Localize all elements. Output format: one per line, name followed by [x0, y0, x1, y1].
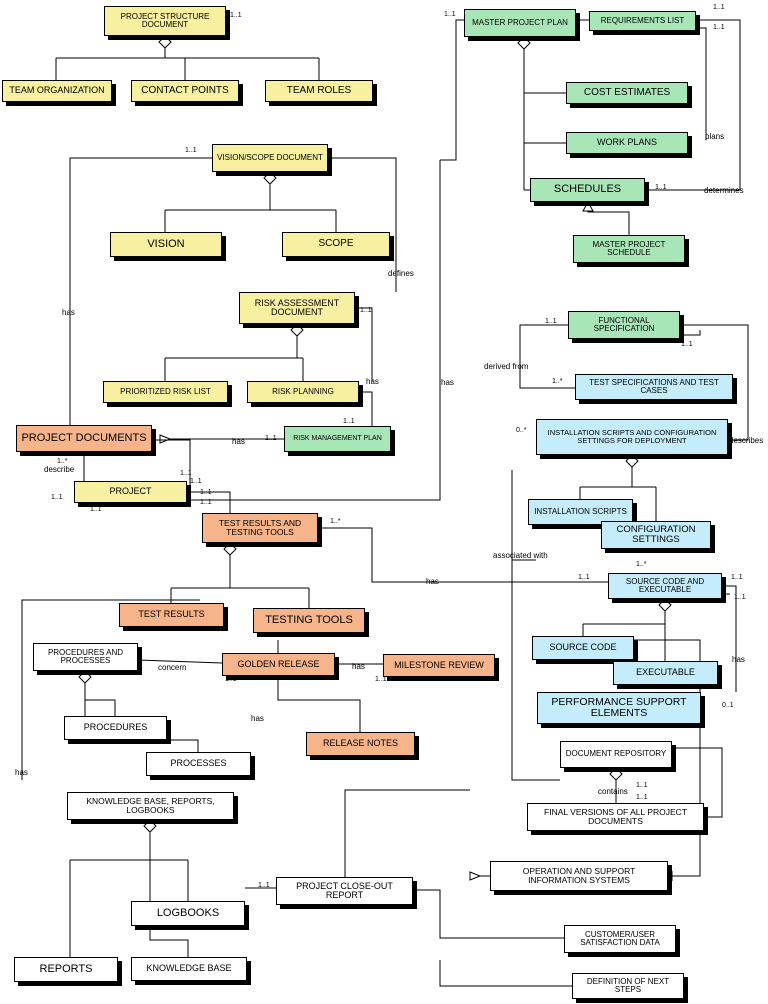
multiplicity-m19: 1..1 — [200, 499, 212, 506]
class-node-test-results-and-testing-tools[interactable] — [202, 513, 318, 543]
multiplicity-m21: 1..* — [330, 518, 341, 525]
class-node-label: KNOWLEDGE BASE, REPORTS, LOGBOOKS — [86, 796, 215, 815]
class-node-label: TEAM ROLES — [286, 84, 352, 96]
class-node-label: CONFIGURATION SETTINGS — [616, 524, 696, 545]
multiplicity-m28: 1..1 — [375, 676, 387, 683]
class-node-cost-estimates[interactable] — [566, 82, 688, 104]
class-node-testing-tools[interactable] — [253, 608, 365, 633]
class-node-test-specifications-and-test-cases[interactable] — [575, 374, 733, 400]
class-node-label: OPERATION AND SUPPORT INFORMATION SYSTEMS — [522, 866, 636, 885]
class-node-label: WORK PLANS — [596, 137, 657, 148]
class-node-label: TEST SPECIFICATIONS AND TEST CASES — [589, 377, 719, 395]
edge-label-plans: plans — [705, 132, 725, 141]
multiplicity-m18: 1..1 — [200, 489, 212, 496]
multiplicity-m22: 1..* — [636, 561, 647, 568]
class-node-label: SOURCE CODE AND EXECUTABLE — [625, 576, 705, 594]
class-node-contact-points[interactable] — [131, 80, 239, 102]
class-node-label: PROCEDURES — [83, 722, 148, 733]
class-node-label: SOURCE CODE — [549, 642, 617, 653]
class-node-knowledge-base-reports-logbooks[interactable] — [67, 792, 234, 820]
multiplicity-m15: 1..1 — [180, 470, 192, 477]
multiplicity-m27: 1..1 — [225, 676, 237, 683]
multiplicity-m6: 1..1 — [655, 184, 667, 191]
class-node-milestone-review[interactable] — [383, 654, 495, 677]
class-node-requirements-list[interactable] — [589, 11, 696, 31]
class-node-project-close-out-report[interactable] — [276, 877, 413, 905]
multiplicity-m31: 1..1 — [258, 882, 270, 889]
class-node-label: INSTALLATION SCRIPTS AND CONFIGURATION SETTINGS FOR DEPLOYMENT — [547, 428, 717, 445]
class-node-label: SCOPE — [318, 238, 354, 250]
multiplicity-m7: 1..1 — [360, 307, 372, 314]
class-node-label: VISION — [147, 237, 185, 250]
class-node-label: RISK MANAGEMENT PLAN — [293, 435, 382, 443]
multiplicity-m23: 1..1 — [578, 574, 590, 581]
class-node-label: RISK ASSESSMENT DOCUMENT — [254, 297, 340, 317]
class-node-logbooks[interactable] — [131, 901, 245, 926]
edge-label-concern: concern — [158, 663, 187, 672]
multiplicity-m20: 1..1 — [90, 506, 102, 513]
class-node-label: CONTACT POINTS — [141, 84, 229, 96]
multiplicity-m13: 1..1 — [265, 435, 277, 442]
class-node-risk-assessment-document[interactable] — [239, 292, 355, 324]
class-node-label: VISION/SCOPE DOCUMENT — [217, 152, 323, 162]
multiplicity-m26: 0..1 — [722, 702, 734, 709]
class-node-label: CUSTOMER/USER SATISFACTION DATA — [580, 929, 660, 947]
edge-label-defines: defines — [388, 269, 414, 278]
edge-label-has-testing: has — [426, 577, 439, 586]
class-node-label: TESTING TOOLS — [265, 613, 353, 626]
multiplicity-m5: 1..1 — [185, 147, 197, 154]
class-node-label: PROJECT DOCUMENTS — [21, 431, 147, 444]
class-node-label: PROJECT — [109, 486, 152, 497]
edge-label-has-source-code: has — [732, 655, 745, 664]
multiplicity-m14: 1..* — [57, 458, 68, 465]
multiplicity-m29: 1..1 — [636, 782, 648, 789]
edge-label-determines: determines — [704, 186, 744, 195]
class-node-reports[interactable] — [14, 957, 118, 982]
class-node-processes[interactable] — [146, 752, 251, 776]
class-node-team-roles[interactable] — [265, 80, 373, 102]
class-node-label: REPORTS — [39, 962, 93, 975]
class-node-label: REQUIREMENTS LIST — [600, 15, 685, 25]
class-node-label: COST ESTIMATES — [583, 86, 671, 98]
class-node-golden-release[interactable] — [222, 653, 335, 676]
edge-label-has-knowledge: has — [15, 768, 28, 777]
class-node-knowledge-base[interactable] — [131, 957, 247, 981]
class-node-project[interactable] — [74, 481, 187, 503]
class-node-customer-user-satisfaction-data[interactable] — [564, 925, 676, 953]
class-node-label: KNOWLEDGE BASE — [146, 963, 232, 974]
multiplicity-m24: 1..1 — [731, 574, 743, 581]
class-node-team-organization[interactable] — [2, 80, 112, 102]
class-node-risk-management-plan[interactable] — [284, 426, 391, 452]
edge-label-has-milestone: has — [352, 662, 365, 671]
class-node-label: PERFORMANCE SUPPORT ELEMENTS — [551, 695, 687, 719]
edge-label-has-vision-scope: has — [62, 308, 75, 317]
class-node-label: RELEASE NOTES — [322, 738, 399, 749]
edge-label-has-risk-mgmt: has — [232, 437, 245, 446]
multiplicity-m10: 1..* — [552, 378, 563, 385]
multiplicity-m2: 1..1 — [444, 11, 456, 18]
class-node-executable[interactable] — [613, 661, 718, 685]
class-node-label: MASTER PROJECT PLAN — [472, 17, 568, 27]
class-node-definition-of-next-steps[interactable] — [572, 973, 684, 999]
edge-label-associated-with: associated with — [493, 551, 548, 560]
edge-label-has-risk-assessment: has — [366, 377, 379, 386]
class-node-label: FINAL VERSIONS OF ALL PROJECT DOCUMENTS — [544, 807, 687, 826]
class-node-label: TEAM ORGANIZATION — [9, 85, 105, 96]
class-node-final-versions-of-all-project-documents[interactable] — [527, 803, 704, 831]
class-node-vision-scope-document[interactable] — [212, 144, 328, 172]
class-node-test-results[interactable] — [119, 603, 224, 627]
class-node-label: DEFINITION OF NEXT STEPS — [586, 976, 670, 994]
class-node-work-plans[interactable] — [566, 132, 688, 154]
class-node-procedures-and-processes[interactable] — [33, 643, 138, 671]
multiplicity-m3: 1..1 — [713, 4, 725, 11]
class-node-label: GOLDEN RELEASE — [237, 658, 320, 669]
class-node-installation-scripts-and-configuration-settings[interactable] — [536, 419, 728, 455]
class-node-prioritized-risk-list[interactable] — [103, 381, 228, 403]
class-node-source-code[interactable] — [532, 636, 634, 660]
class-node-master-project-plan[interactable] — [464, 9, 576, 37]
class-node-label: LOGBOOKS — [156, 906, 220, 919]
class-node-master-project-schedule[interactable] — [573, 235, 685, 263]
class-node-functional-specification[interactable] — [568, 311, 680, 339]
class-node-label: MASTER PROJECT SCHEDULE — [592, 239, 666, 257]
class-node-label: PRIORITIZED RISK LIST — [120, 386, 211, 396]
class-node-scope[interactable] — [282, 232, 390, 257]
edge-label-derived-from: derived from — [484, 362, 529, 371]
class-node-procedures[interactable] — [64, 716, 167, 740]
class-node-label: DOCUMENT REPOSITORY — [565, 749, 667, 759]
class-node-label: PROJECT CLOSE-OUT REPORT — [296, 880, 393, 900]
multiplicity-m30: 1..1 — [636, 794, 648, 801]
multiplicity-m12: 1..1 — [343, 418, 355, 425]
class-node-label: FUNCTIONAL SPECIFICATION — [593, 315, 655, 333]
multiplicity-m8: 1..1 — [545, 318, 557, 325]
class-node-vision[interactable] — [110, 232, 222, 257]
multiplicity-m17: 1..1 — [51, 494, 63, 501]
edge-label-has-mid: has — [441, 378, 454, 387]
multiplicity-m1: 1..1 — [230, 12, 242, 19]
edge-label-describes: describes — [729, 436, 764, 445]
class-node-source-code-and-executable[interactable] — [608, 573, 722, 599]
class-node-risk-planning[interactable] — [247, 381, 359, 403]
class-node-performance-support-elements[interactable] — [537, 692, 701, 724]
class-node-configuration-settings[interactable] — [601, 521, 711, 549]
class-node-operation-and-support-information-systems[interactable] — [490, 861, 668, 891]
class-node-label: PROCEDURES AND PROCESSES — [47, 647, 124, 665]
class-node-label: SCHEDULES — [553, 183, 622, 196]
edge-label-contains: contains — [598, 787, 628, 796]
class-node-label: TEST RESULTS AND TESTING TOOLS — [218, 518, 302, 537]
class-node-project-structure-document[interactable] — [104, 6, 226, 36]
class-node-label: TEST RESULTS — [138, 609, 205, 620]
multiplicity-m11: 0..* — [516, 427, 527, 434]
class-node-label: EXECUTABLE — [636, 667, 695, 678]
class-node-schedules[interactable] — [530, 178, 645, 202]
multiplicity-m16: 1..1 — [190, 478, 202, 485]
class-node-document-repository[interactable] — [560, 741, 672, 768]
edge-label-has-release-notes: has — [251, 714, 264, 723]
multiplicity-m4: 1..1 — [713, 24, 725, 31]
class-node-label: PROCESSES — [170, 758, 227, 769]
class-node-label: PROJECT STRUCTURE DOCUMENT — [120, 11, 210, 29]
multiplicity-m9: 1..1 — [681, 341, 693, 348]
edge-label-describe: describe — [44, 465, 75, 474]
class-node-label: MILESTONE REVIEW — [394, 659, 484, 670]
class-node-project-documents[interactable] — [16, 425, 152, 452]
multiplicity-m25: 1..1 — [734, 594, 746, 601]
class-node-label: INSTALLATION SCRIPTS — [534, 506, 627, 516]
class-node-label: RISK PLANNING — [272, 386, 334, 396]
class-node-release-notes[interactable] — [306, 732, 415, 756]
